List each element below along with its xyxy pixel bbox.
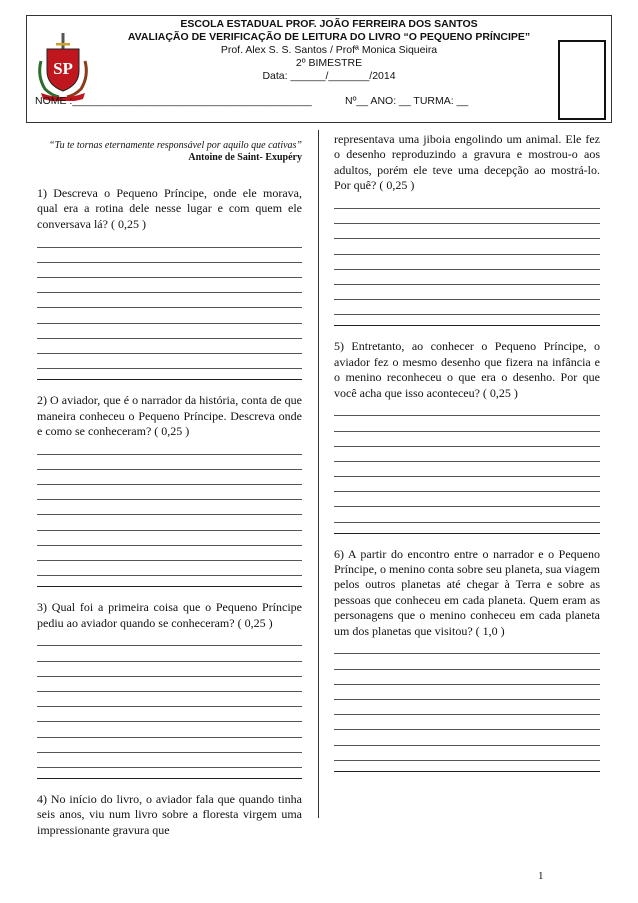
bimester-line: 2º BIMESTRE [295,57,363,69]
answer-lines-3[interactable] [37,632,302,768]
question-3: 3) Qual foi a primeira coisa que o Pequeno Príncipe pediu ao aviador quando se conheceram? ( 0,25 ) [37,600,302,630]
separator [37,586,302,587]
question-2: 2) O aviador, que é o narrador da história, conta de que maneira conheceu o Pequeno Príncipe. Descreva onde e como se conheceram? ( 0,25 ) [37,393,302,438]
header-box [26,15,612,123]
left-column [37,140,302,838]
emblem-text: SP [53,59,73,78]
name-field[interactable]: NOME :_________________________________________ [35,95,312,107]
separator [37,379,302,380]
question-4-part-2: representava uma jiboia engolindo um animal. Ele fez o desenho reproduzindo a gravura e mostrou-o aos adultos, porém ele teve uma decepção ao mostrá-lo. Por quê? ( 0,25 ) [334,132,600,193]
separator [334,771,600,772]
question-5: 5) Entretanto, ao conhecer o Pequeno Príncipe, o aviador fez o mesmo desenho que fizera na infância e o menino reconheceu o que era o desenho. Por que você acha que isso aconteceu? ( 0,25 ) [334,339,600,400]
epigraph-author: Antoine de Saint- Exupéry [188,152,302,163]
answer-lines-1[interactable] [37,233,302,369]
grade-box [558,40,606,120]
exam-title: AVALIAÇÃO DE VERIFICAÇÃO DE LEITURA DO LIVRO “O PEQUENO PRÍNCIPE” [127,31,531,43]
school-name: ESCOLA ESTADUAL PROF. JOÃO FERREIRA DOS SANTOS [180,18,478,30]
question-6: 6) A partir do encontro entre o narrador e o Pequeno Príncipe, o menino conta sobre seu planeta, sua viagem pelos outros planetas até chegar à Terra e sobre as pessoas que conheceu em cada planeta. Quem eram as personagens que o menino conheceu em cada planeta um dos planetas que visitou? ( 1,0 ) [334,546,600,638]
answer-lines-6[interactable] [334,640,600,761]
number-year-class-field[interactable]: Nº__ ANO: __ TURMA: __ [345,95,469,107]
answer-lines-2[interactable] [37,440,302,576]
answer-lines-5[interactable] [334,402,600,523]
separator [334,325,600,326]
separator [334,533,600,534]
teachers-line: Prof. Alex S. S. Santos / Profª Monica Siqueira [220,44,438,56]
epigraph-quote: “Tu te tornas eternamente responsável por aquilo que cativas” [49,140,302,151]
separator [37,778,302,779]
column-divider [318,130,319,818]
header-text-block [97,18,561,83]
date-field[interactable]: Data: ______/_______/2014 [262,70,396,82]
sao-paulo-coat-of-arms-icon [35,31,91,101]
question-4-part-1: 4) No início do livro, o aviador fala que quando tinha seis anos, viu num livro sobre a floresta virgem uma impressionante gravura que [37,791,302,837]
question-1: 1) Descreva o Pequeno Príncipe, onde ele morava, qual era a rotina dele nesse lugar e com quem ele conversava lá? ( 0,25 ) [37,186,302,231]
answer-lines-4[interactable] [334,195,600,316]
page-number: 1 [538,870,544,882]
right-column [334,132,600,785]
